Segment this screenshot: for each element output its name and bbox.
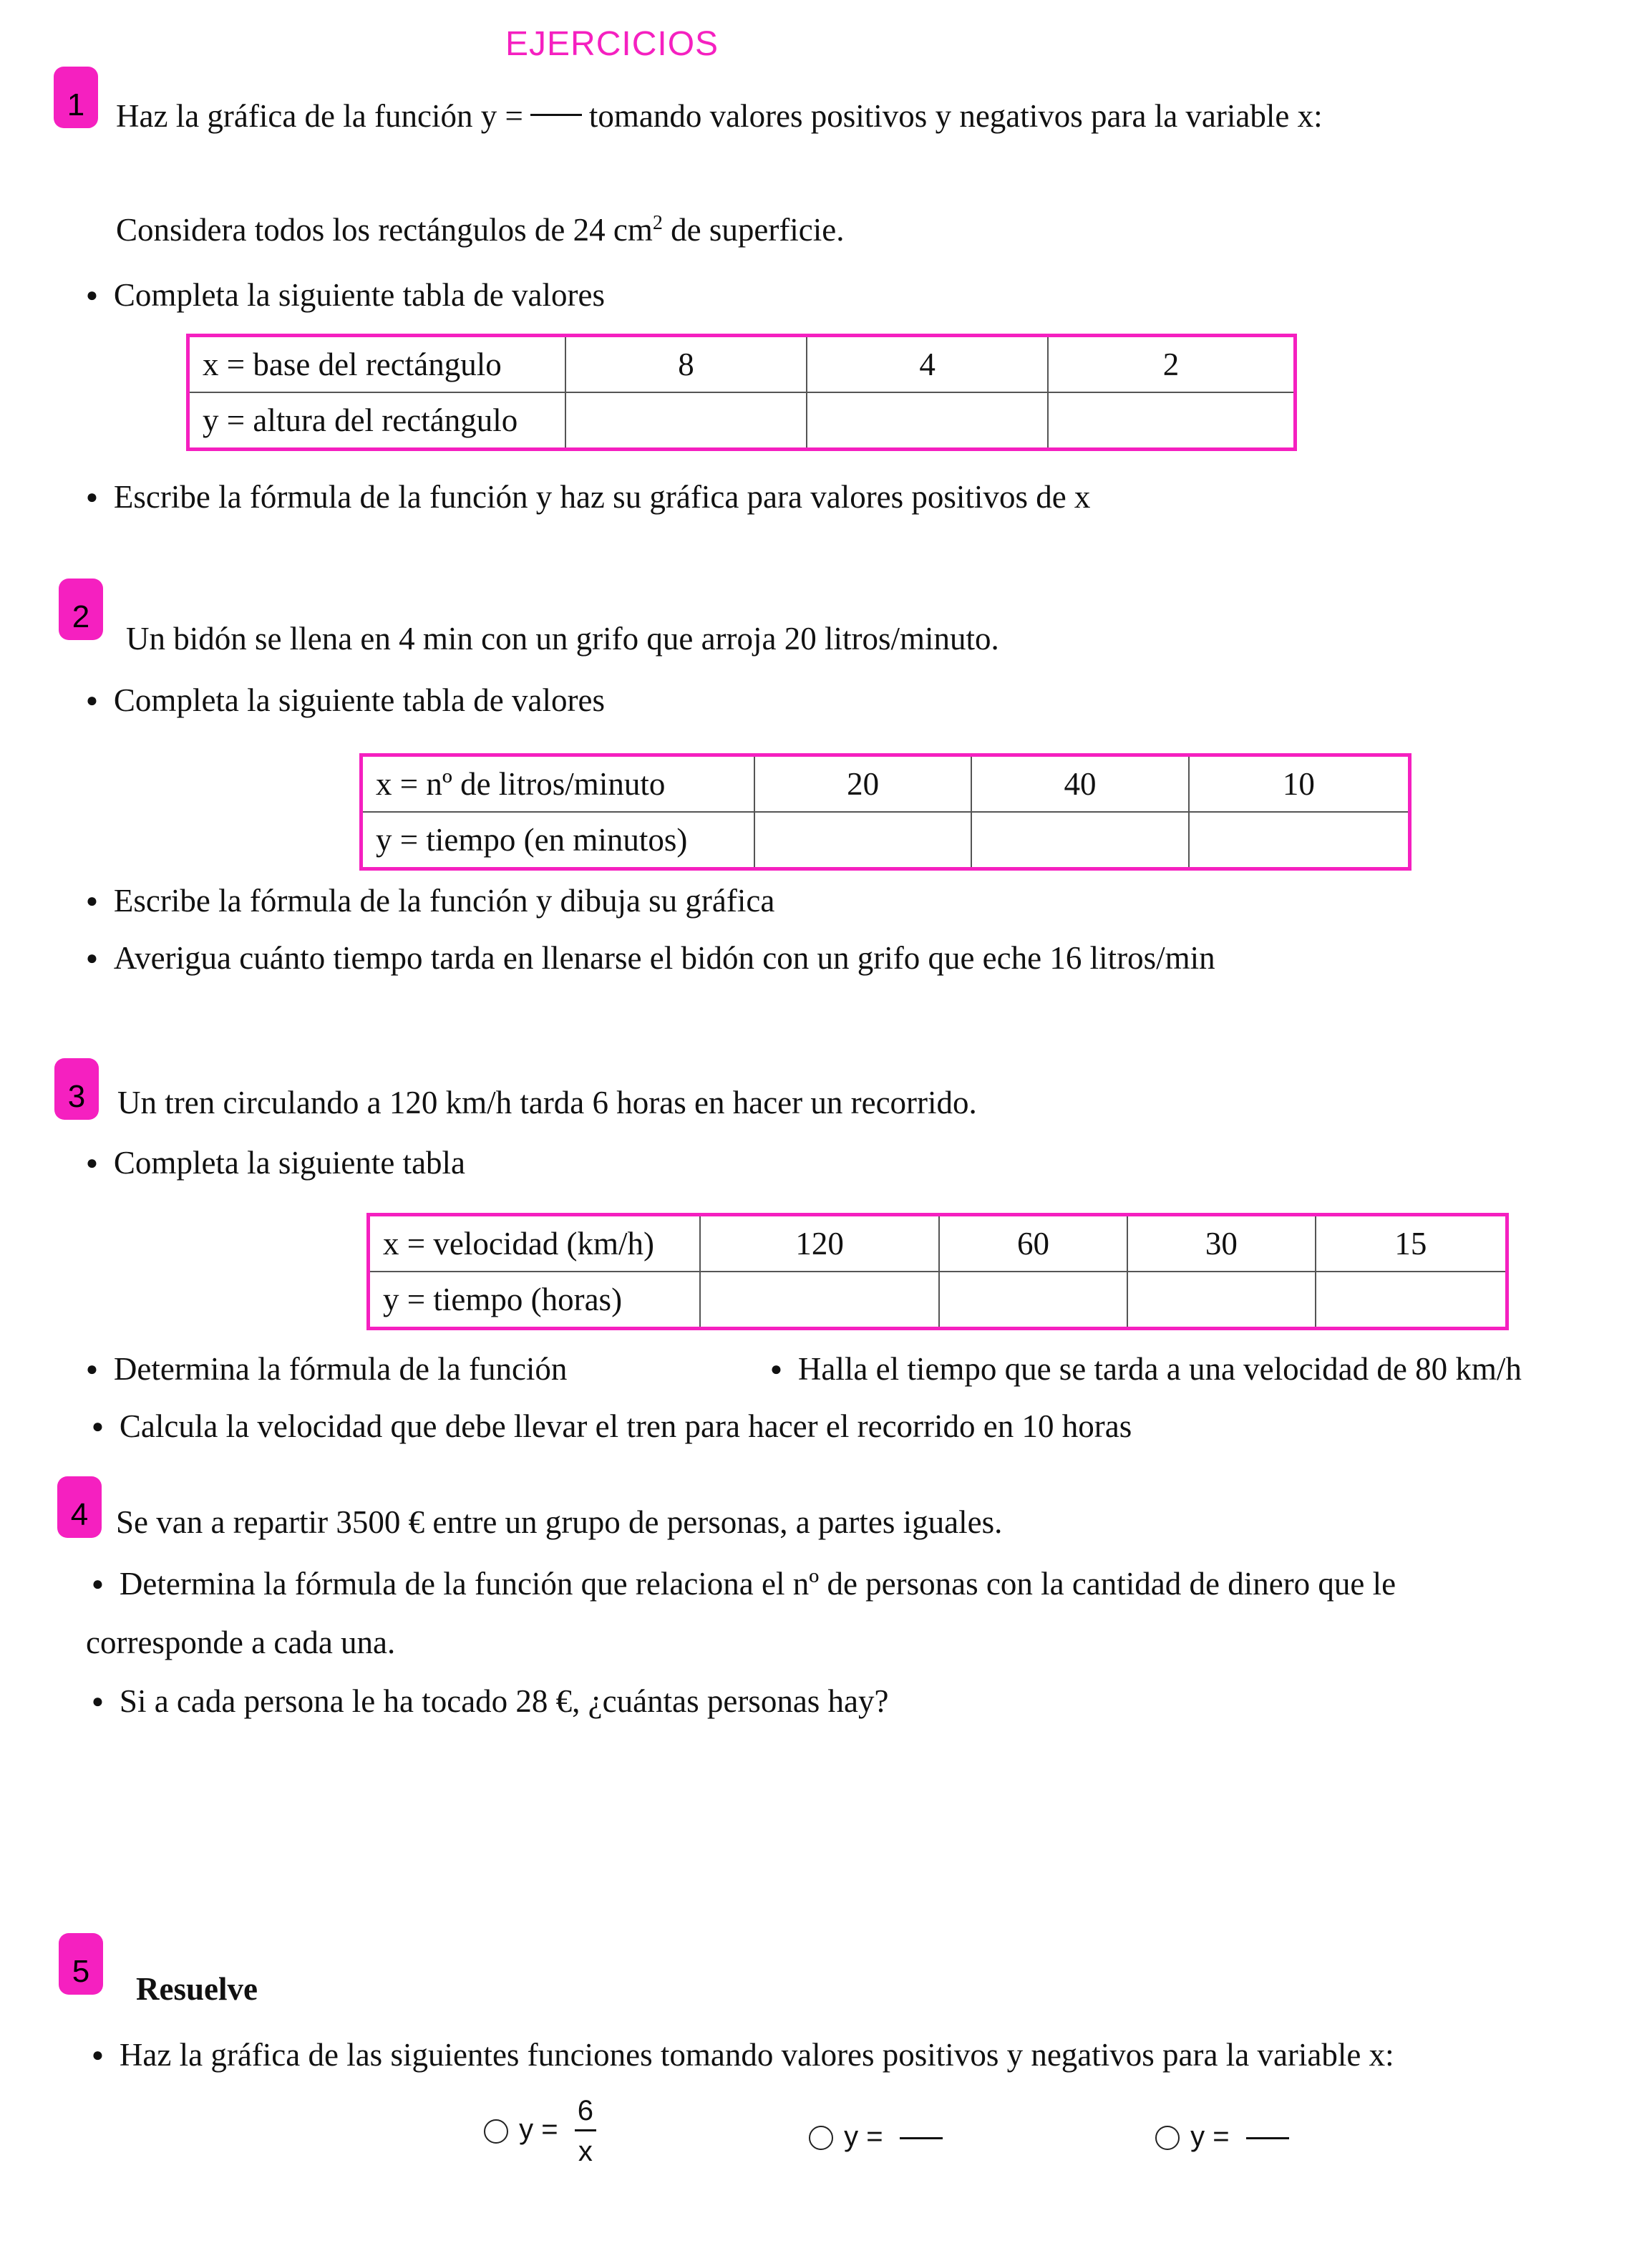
table-cell: 40 [971, 755, 1188, 813]
answer-cell[interactable] [807, 392, 1048, 450]
exercise-3-statement: Un tren circulando a 120 km/h tarda 6 horas en hacer un recorrido. [117, 1085, 977, 1120]
answer-cell[interactable] [565, 392, 807, 450]
exercise-3-bullet: ● Completa la siguiente tabla [86, 1147, 465, 1179]
exercise-2-bullet: ● Escribe la fórmula de la función y dibuja su gráfica [86, 885, 774, 917]
row-label: y = altura del rectángulo [188, 392, 566, 450]
answer-cell[interactable] [754, 812, 971, 869]
exercise-4-bullet: ● Si a cada persona le ha tocado 28 €, ¿cuántas personas hay? [92, 1685, 889, 1718]
row-label: x = nº de litros/minuto [361, 755, 755, 813]
exercise-1-context: Considera todos los rectángulos de 24 $cm^2$ de superficie. [116, 212, 845, 248]
fraction: $\frac{6}{x}$ [575, 2096, 596, 2166]
exercise-3-bullet: ● Calcula la velocidad que debe llevar el tren para hacer el recorrido en 10 horas [92, 1410, 1132, 1443]
table-cell: 30 [1127, 1215, 1316, 1272]
table-row-y [361, 812, 1410, 869]
table-row-x [361, 755, 1410, 813]
table-row-y [369, 1272, 1507, 1329]
table-cell: 10 [1189, 755, 1410, 813]
table-cell: 8 [565, 336, 807, 393]
exercise-2-bullet: ● Completa la siguiente tabla de valores [86, 684, 605, 717]
answer-cell[interactable] [1048, 392, 1295, 450]
radio-circle-icon[interactable] [1155, 2126, 1180, 2150]
exercise-number-badge: 5 [59, 1933, 103, 1995]
answer-cell[interactable] [939, 1272, 1127, 1329]
fraction-blank [530, 114, 582, 116]
row-label: x = base del rectángulo [188, 336, 566, 393]
exercise-1-statement: Haz la gráfica de la función y = tomando valores positivos y negativos para la variable x: [116, 98, 1323, 134]
exercise-2-value-table [359, 753, 1412, 871]
table-row-x [188, 336, 1296, 393]
equation-3: y = [1155, 2121, 1289, 2153]
row-label: x = velocidad (km/h) [369, 1215, 701, 1272]
page-title: EJERCICIOS [505, 25, 719, 63]
table-cell: 2 [1048, 336, 1295, 393]
table-cell: 20 [754, 755, 971, 813]
exercise-1-bullet: ● Escribe la fórmula de la función y haz su gráfica para valores positivos de x [86, 481, 1090, 513]
exercise-1-value-table [186, 334, 1297, 451]
answer-cell[interactable] [971, 812, 1188, 869]
exercise-3-bullet: ● Determina la fórmula de la función [86, 1353, 567, 1385]
table-row-y [188, 392, 1296, 450]
exercise-3-value-table [366, 1213, 1509, 1330]
exercise-number-badge: 1 [54, 67, 98, 128]
fraction-blank [1246, 2137, 1289, 2139]
exercise-number-badge: 2 [59, 579, 103, 640]
exercise-4-statement: Se van a repartir 3500 € entre un grupo de personas, a partes iguales. [116, 1504, 1003, 1540]
row-label: y = tiempo (horas) [369, 1272, 701, 1329]
table-cell: 4 [807, 336, 1048, 393]
exercise-number-badge: 3 [54, 1058, 99, 1120]
answer-cell[interactable] [1127, 1272, 1316, 1329]
table-cell: 120 [700, 1215, 939, 1272]
table-cell: 60 [939, 1215, 1127, 1272]
exercise-5-bullet: ● Haz la gráfica de las siguientes funciones tomando valores positivos y negativos para la variable x: [92, 2039, 1394, 2071]
radio-circle-icon[interactable] [809, 2126, 833, 2150]
exercise-4-bullet: ● Determina la fórmula de la función que relaciona el nº de personas con la cantidad de dinero que le [92, 1568, 1396, 1600]
answer-cell[interactable] [1189, 812, 1410, 869]
answer-cell[interactable] [1316, 1272, 1507, 1329]
exercise-number-badge: 4 [57, 1476, 102, 1538]
equation-1: y = $\frac{6}{x}$ [484, 2096, 596, 2166]
equation-2: y = [809, 2121, 943, 2153]
radio-circle-icon[interactable] [484, 2119, 508, 2144]
exercise-1-bullet: ● Completa la siguiente tabla de valores [86, 279, 605, 311]
row-label: y = tiempo (en minutos) [361, 812, 755, 869]
exercise-3-bullet: ● Halla el tiempo que se tarda a una velocidad de 80 km/h [770, 1353, 1522, 1385]
table-row-x [369, 1215, 1507, 1272]
fraction-blank [900, 2137, 943, 2139]
exercise-5-statement: Resuelve [136, 1971, 258, 2007]
exercise-2-bullet: ● Averigua cuánto tiempo tarda en llenarse el bidón con un grifo que eche 16 litros/min [86, 942, 1215, 974]
answer-cell[interactable] [700, 1272, 939, 1329]
table-cell: 15 [1316, 1215, 1507, 1272]
exercise-2-statement: Un bidón se llena en 4 min con un grifo que arroja 20 litros/minuto. [126, 621, 999, 657]
exercise-4-continuation: corresponde a cada una. [86, 1625, 396, 1660]
